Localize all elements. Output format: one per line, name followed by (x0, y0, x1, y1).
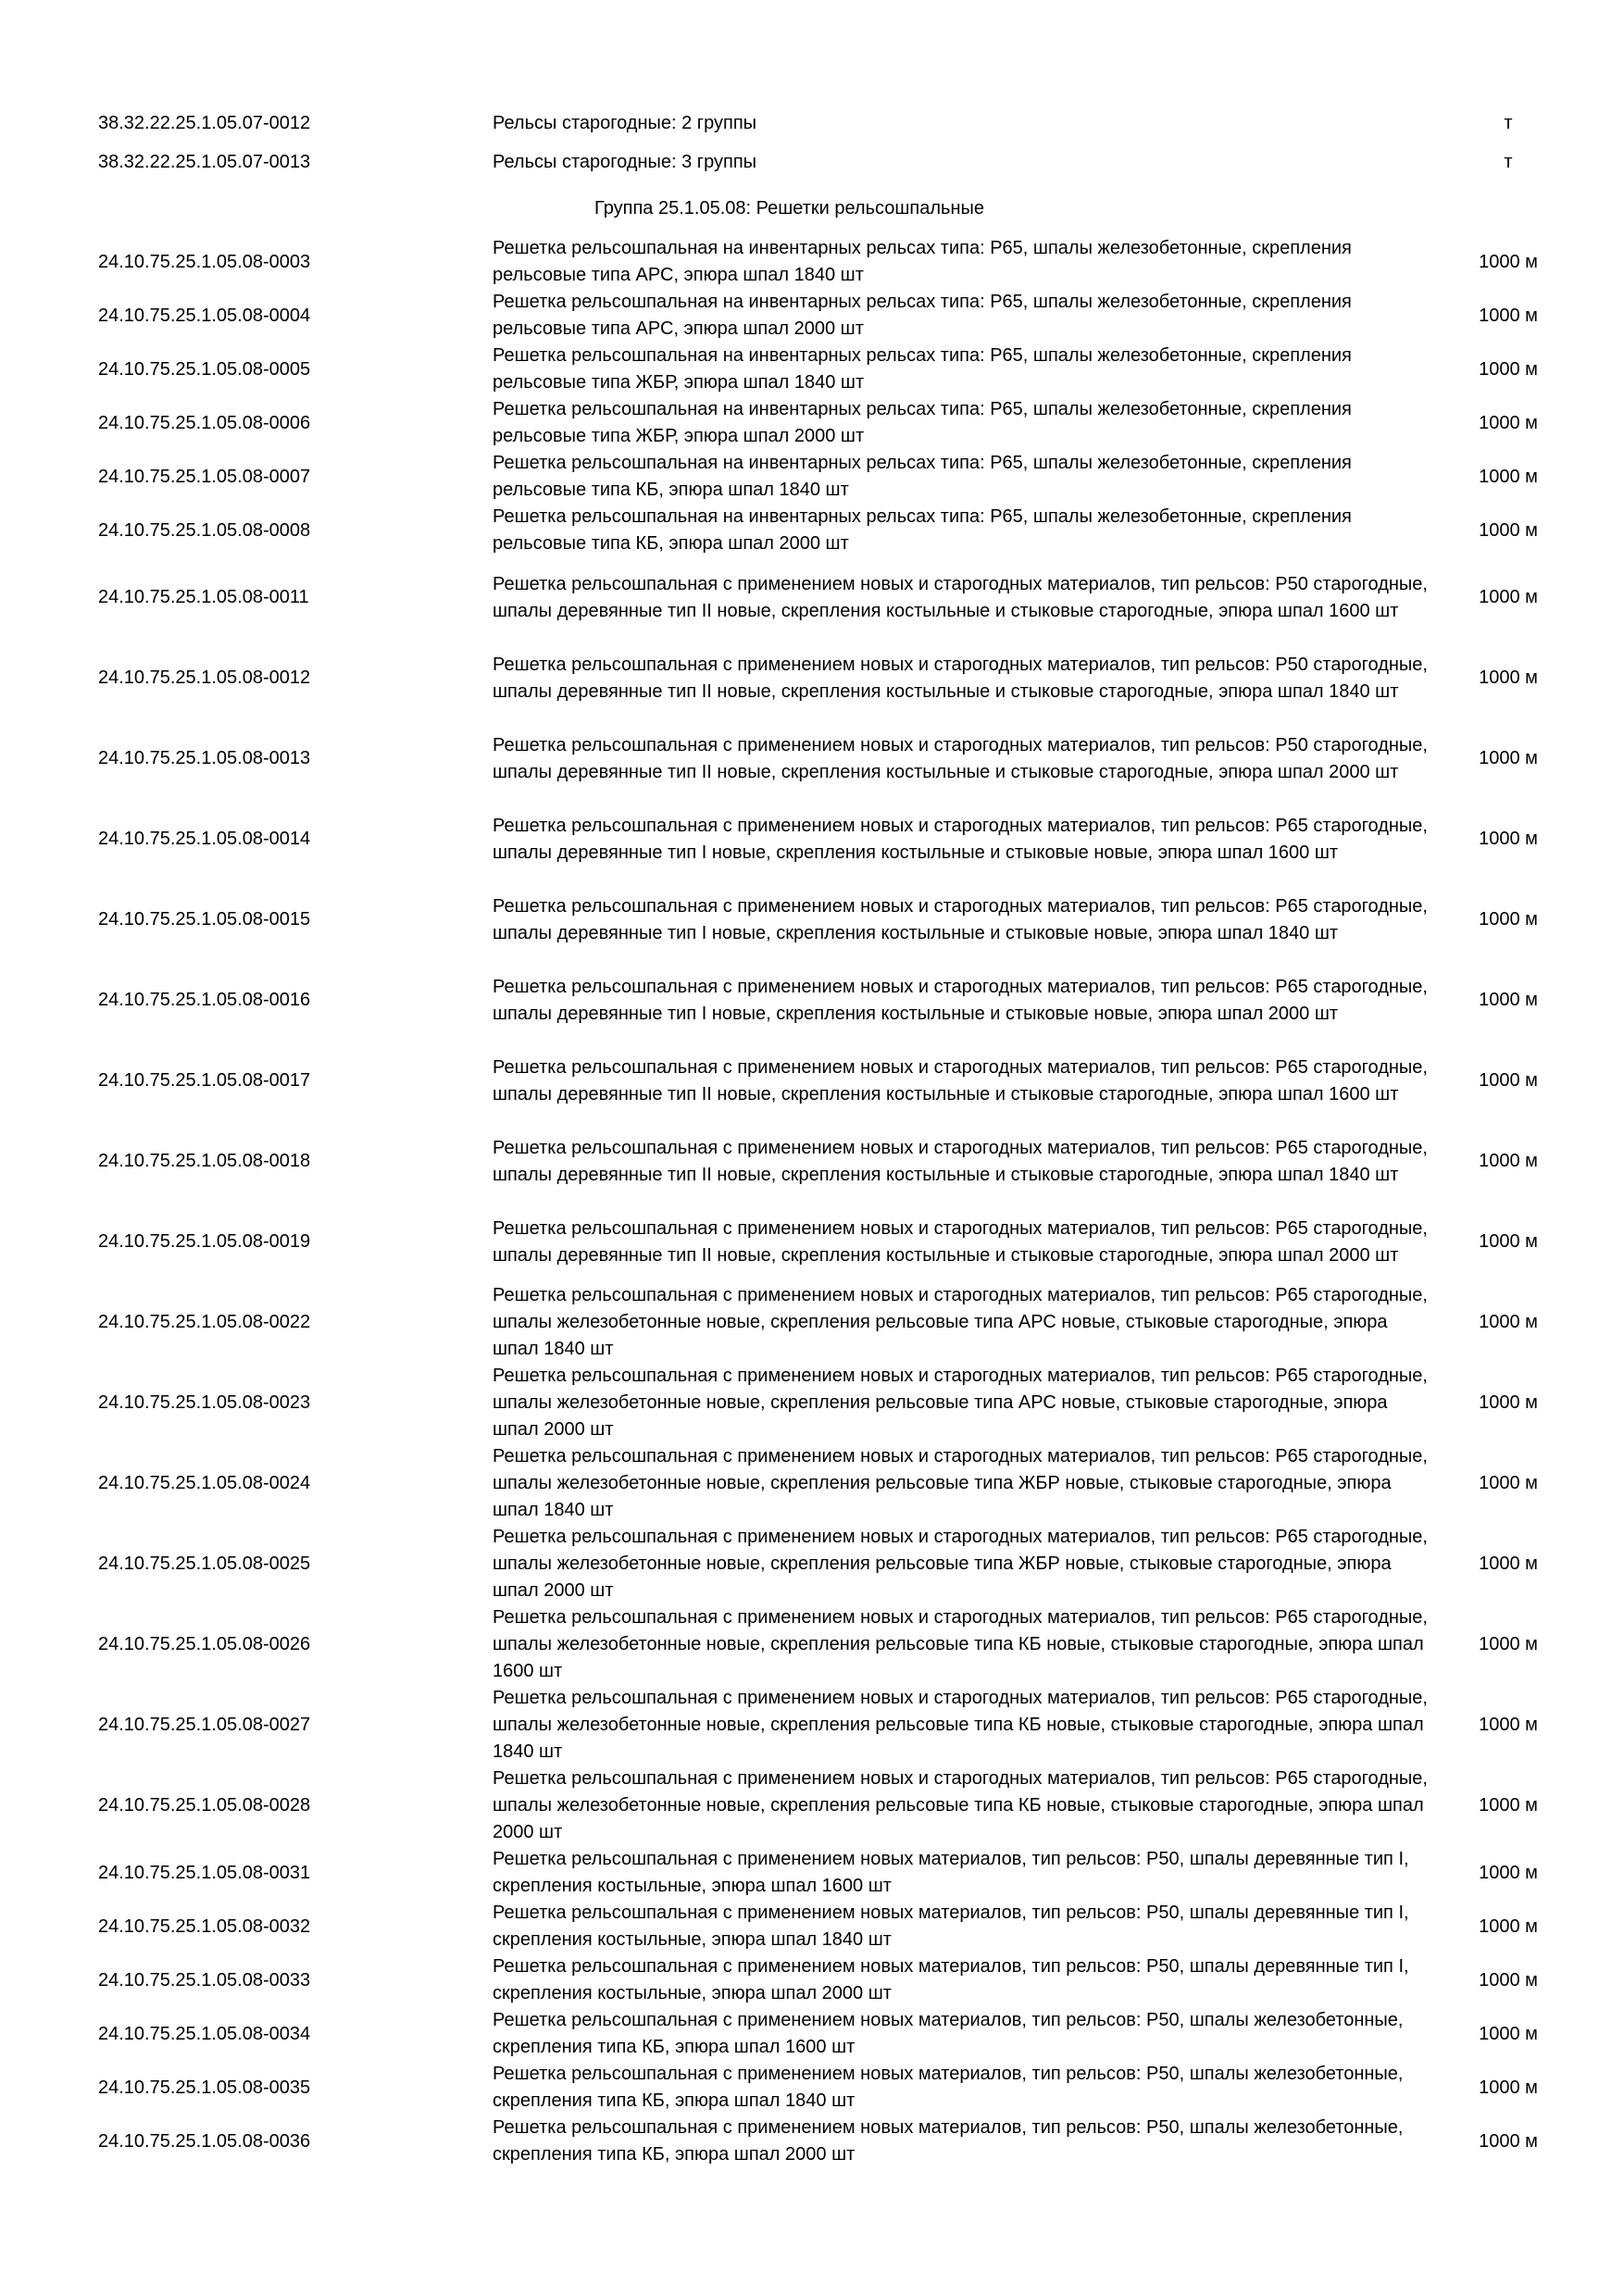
resource-name: Решетка рельсошпальная с применением новых материалов, тип рельсов: Р50, шпалы деревянные тип I, скрепления костыльные, эпюра шпал 1840 шт (493, 1903, 1409, 1950)
resource-unit: 1000 м (1479, 829, 1538, 849)
group-heading (0, 181, 1531, 235)
resource-code: 24.10.75.25.1.05.08-0012 (98, 668, 311, 688)
resource-unit: 1000 м (1479, 466, 1538, 487)
table-row (98, 143, 1580, 181)
resource-code: 24.10.75.25.1.05.08-0007 (98, 466, 311, 487)
table-row (98, 960, 1580, 1041)
resource-name: Решетка рельсошпальная с применением новых и старогодных материалов, тип рельсов: Р65 старогодные, шпалы железобетонные новые, скрепления рельсовые типа АРС новые, стыковые старогодные, эпюра шпал 1840 шт (493, 1285, 1428, 1359)
resource-unit: 1000 м (1479, 1392, 1538, 1413)
resource-name: Решетка рельсошпальная с применением новых материалов, тип рельсов: Р50, шпалы деревянные тип I, скрепления костыльные, эпюра шпал 1600 шт (493, 1849, 1409, 1896)
table-row (98, 2061, 1580, 2115)
table-row (98, 1121, 1580, 1202)
resource-code: 24.10.75.25.1.05.08-0033 (98, 1969, 311, 1990)
resource-name: Решетка рельсошпальная с применением новых материалов, тип рельсов: Р50, шпалы железобетонные, скрепления типа КБ, эпюра шпал 1600 шт (493, 2010, 1404, 2057)
resource-unit: 1000 м (1479, 251, 1538, 272)
price-list (98, 104, 1580, 2168)
resource-unit: 1000 м (1479, 1151, 1538, 1171)
resource-code: 24.10.75.25.1.05.08-0017 (98, 1070, 311, 1091)
table-row (98, 1685, 1580, 1766)
resource-unit: 1000 м (1479, 412, 1538, 433)
resource-name: Рельсы старогодные: 2 группы (493, 112, 757, 133)
resource-unit: 1000 м (1479, 990, 1538, 1010)
resource-code: 24.10.75.25.1.05.08-0008 (98, 519, 311, 541)
resource-unit: т (1504, 112, 1513, 133)
resource-code: 24.10.75.25.1.05.08-0022 (98, 1312, 311, 1332)
resource-name: Решетка рельсошпальная с применением новых и старогодных материалов, тип рельсов: Р50 старогодные, шпалы деревянные тип II новые, скрепления костыльные и стыковые старогодные, эпюра шпал 1840 шт (493, 654, 1428, 702)
resource-unit: 1000 м (1479, 1634, 1538, 1654)
table-row (98, 2115, 1580, 2168)
table-row (98, 557, 1580, 638)
table-row (98, 1846, 1580, 1900)
resource-name: Решетка рельсошпальная с применением новых и старогодных материалов, тип рельсов: Р65 старогодные, шпалы деревянные тип I новые, скрепления костыльные и стыковые новые, эпюра шпал 2000 шт (493, 976, 1428, 1024)
resource-code: 24.10.75.25.1.05.08-0036 (98, 2130, 311, 2152)
resource-name: Решетка рельсошпальная на инвентарных рельсах типа: Р65, шпалы железобетонные, скрепления рельсовые типа ЖБР, эпюра шпал 2000 шт (493, 399, 1352, 446)
table-row (98, 1604, 1580, 1685)
table-row (98, 504, 1580, 557)
resource-code: 24.10.75.25.1.05.08-0014 (98, 829, 311, 849)
table-row (98, 235, 1580, 289)
resource-name: Решетка рельсошпальная с применением новых и старогодных материалов, тип рельсов: Р65 старогодные, шпалы железобетонные новые, скрепления рельсовые типа КБ новые, стыковые старогодные, эпюра шпал 1840 шт (493, 1688, 1428, 1762)
resource-code: 24.10.75.25.1.05.08-0019 (98, 1231, 311, 1252)
resource-name: Решетка рельсошпальная с применением новых и старогодных материалов, тип рельсов: Р65 старогодные, шпалы деревянные тип II новые, скрепления костыльные и стыковые старогодные, эпюра шпал 2000 шт (493, 1217, 1428, 1266)
resource-unit: 1000 м (1479, 909, 1538, 930)
table-row (98, 1766, 1580, 1846)
resource-unit: 1000 м (1479, 1862, 1538, 1883)
resource-unit: 1000 м (1479, 305, 1538, 326)
table-row (98, 1953, 1580, 2007)
resource-name: Решетка рельсошпальная с применением новых и старогодных материалов, тип рельсов: Р65 старогодные, шпалы деревянные тип II новые, скрепления костыльные и стыковые старогодные, эпюра шпал 1600 шт (493, 1056, 1428, 1104)
table-row (98, 104, 1580, 143)
resource-code: 24.10.75.25.1.05.08-0015 (98, 909, 311, 930)
resource-code: 24.10.75.25.1.05.08-0003 (98, 251, 311, 272)
resource-unit: 1000 м (1479, 587, 1538, 607)
resource-code: 24.10.75.25.1.05.08-0028 (98, 1795, 311, 1816)
resource-code: 24.10.75.25.1.05.08-0005 (98, 358, 311, 380)
resource-name: Решетка рельсошпальная с применением новых и старогодных материалов, тип рельсов: Р65 старогодные, шпалы железобетонные новые, скрепления рельсовые типа АРС новые, стыковые старогодные, эпюра шпал 2000 шт (493, 1366, 1428, 1440)
resource-name: Решетка рельсошпальная с применением новых материалов, тип рельсов: Р50, шпалы железобетонные, скрепления типа КБ, эпюра шпал 2000 шт (493, 2117, 1404, 2165)
resource-name: Решетка рельсошпальная с применением новых и старогодных материалов, тип рельсов: Р65 старогодные, шпалы деревянные тип II новые, скрепления костыльные и стыковые старогодные, эпюра шпал 1840 шт (493, 1137, 1428, 1185)
resource-name: Решетка рельсошпальная с применением новых и старогодных материалов, тип рельсов: Р65 старогодные, шпалы деревянные тип I новые, скрепления костыльные и стыковые новые, эпюра шпал 1600 шт (493, 815, 1428, 863)
resource-code: 38.32.22.25.1.05.07-0013 (98, 151, 311, 172)
resource-code: 24.10.75.25.1.05.08-0018 (98, 1151, 311, 1171)
resource-name: Решетка рельсошпальная с применением новых материалов, тип рельсов: Р50, шпалы деревянные тип I, скрепления костыльные, эпюра шпал 2000 шт (493, 1956, 1409, 2003)
resource-name: Решетка рельсошпальная на инвентарных рельсах типа: Р65, шпалы железобетонные, скрепления рельсовые типа АРС, эпюра шпал 1840 шт (493, 238, 1352, 285)
table-row (98, 799, 1580, 880)
table-row (98, 450, 1580, 504)
resource-code: 24.10.75.25.1.05.08-0026 (98, 1634, 311, 1654)
table-row (98, 1443, 1580, 1524)
resource-code: 24.10.75.25.1.05.08-0027 (98, 1715, 311, 1735)
resource-unit: 1000 м (1479, 1915, 1538, 1937)
resource-unit: 1000 м (1479, 2130, 1538, 2152)
resource-name: Решетка рельсошпальная с применением новых и старогодных материалов, тип рельсов: Р65 старогодные, шпалы железобетонные новые, скрепления рельсовые типа КБ новые, стыковые старогодные, эпюра шпал 1600 шт (493, 1607, 1428, 1681)
resource-unit: 1000 м (1479, 1969, 1538, 1990)
resource-unit: 1000 м (1479, 1473, 1538, 1493)
group-title: Группа 25.1.05.08: Решетки рельсошпальные (594, 198, 984, 218)
resource-name: Решетка рельсошпальная с применением новых и старогодных материалов, тип рельсов: Р65 старогодные, шпалы железобетонные новые, скрепления рельсовые типа ЖБР новые, стыковые старогодные, эпюра шпал 1840 шт (493, 1446, 1428, 1520)
table-row (98, 1524, 1580, 1604)
resource-code: 24.10.75.25.1.05.08-0023 (98, 1392, 311, 1413)
resource-unit: 1000 м (1479, 1554, 1538, 1574)
resource-code: 24.10.75.25.1.05.08-0011 (98, 587, 309, 607)
resource-unit: 1000 м (1479, 1070, 1538, 1091)
resource-unit: 1000 м (1479, 2077, 1538, 2098)
resource-name: Решетка рельсошпальная с применением новых и старогодных материалов, тип рельсов: Р50 старогодные, шпалы деревянные тип II новые, скрепления костыльные и стыковые старогодные, эпюра шпал 2000 шт (493, 734, 1428, 782)
table-row (98, 718, 1580, 799)
resource-name: Решетка рельсошпальная на инвентарных рельсах типа: Р65, шпалы железобетонные, скрепления рельсовые типа ЖБР, эпюра шпал 1840 шт (493, 345, 1352, 393)
resource-code: 24.10.75.25.1.05.08-0024 (98, 1473, 311, 1493)
resource-unit: 1000 м (1479, 2023, 1538, 2044)
resource-name: Решетка рельсошпальная с применением новых и старогодных материалов, тип рельсов: Р65 старогодные, шпалы железобетонные новые, скрепления рельсовые типа КБ новые, стыковые старогодные, эпюра шпал 2000 шт (493, 1768, 1428, 1842)
resource-unit: 1000 м (1479, 1231, 1538, 1252)
table-row (98, 1202, 1580, 1282)
resource-name: Решетка рельсошпальная с применением новых и старогодных материалов, тип рельсов: Р65 старогодные, шпалы деревянные тип I новые, скрепления костыльные и стыковые новые, эпюра шпал 1840 шт (493, 895, 1428, 943)
resource-name: Решетка рельсошпальная с применением новых и старогодных материалов, тип рельсов: Р65 старогодные, шпалы железобетонные новые, скрепления рельсовые типа ЖБР новые, стыковые старогодные, эпюра шпал 2000 шт (493, 1527, 1428, 1601)
resource-code: 24.10.75.25.1.05.08-0025 (98, 1554, 311, 1574)
table-row (98, 1900, 1580, 1953)
resource-code: 24.10.75.25.1.05.08-0016 (98, 990, 311, 1010)
table-row (98, 1363, 1580, 1443)
resource-code: 24.10.75.25.1.05.08-0006 (98, 412, 311, 433)
resource-code: 24.10.75.25.1.05.08-0013 (98, 748, 311, 768)
resource-unit: 1000 м (1479, 748, 1538, 768)
table-row (98, 638, 1580, 718)
resource-code: 24.10.75.25.1.05.08-0004 (98, 305, 311, 326)
resource-name: Решетка рельсошпальная на инвентарных рельсах типа: Р65, шпалы железобетонные, скрепления рельсовые типа АРС, эпюра шпал 2000 шт (493, 292, 1352, 339)
table-row (98, 289, 1580, 343)
resource-code: 24.10.75.25.1.05.08-0035 (98, 2077, 311, 2098)
resource-name: Решетка рельсошпальная на инвентарных рельсах типа: Р65, шпалы железобетонные, скрепления рельсовые типа КБ, эпюра шпал 1840 шт (493, 453, 1352, 500)
resource-unit: 1000 м (1479, 358, 1538, 380)
table-row (98, 880, 1580, 960)
table-row (98, 2007, 1580, 2061)
resource-name: Решетка рельсошпальная на инвентарных рельсах типа: Р65, шпалы железобетонные, скрепления рельсовые типа КБ, эпюра шпал 2000 шт (493, 506, 1352, 554)
resource-unit: 1000 м (1479, 668, 1538, 688)
resource-unit: 1000 м (1479, 1312, 1538, 1332)
resource-name: Решетка рельсошпальная с применением новых материалов, тип рельсов: Р50, шпалы железобетонные, скрепления типа КБ, эпюра шпал 1840 шт (493, 2064, 1404, 2111)
table-row (98, 1282, 1580, 1363)
table-row (98, 1041, 1580, 1121)
table-row (98, 396, 1580, 450)
resource-unit: 1000 м (1479, 519, 1538, 541)
resource-code: 24.10.75.25.1.05.08-0032 (98, 1915, 311, 1937)
table-row (98, 343, 1580, 396)
resource-unit: 1000 м (1479, 1715, 1538, 1735)
resource-name: Решетка рельсошпальная с применением новых и старогодных материалов, тип рельсов: Р50 старогодные, шпалы деревянные тип II новые, скрепления костыльные и стыковые старогодные, эпюра шпал 1600 шт (493, 573, 1428, 621)
resource-code: 24.10.75.25.1.05.08-0031 (98, 1862, 311, 1883)
resource-unit: т (1504, 151, 1513, 172)
resource-name: Рельсы старогодные: 3 группы (493, 151, 757, 172)
resource-code: 38.32.22.25.1.05.07-0012 (98, 112, 311, 133)
resource-code: 24.10.75.25.1.05.08-0034 (98, 2023, 311, 2044)
resource-unit: 1000 м (1479, 1795, 1538, 1816)
